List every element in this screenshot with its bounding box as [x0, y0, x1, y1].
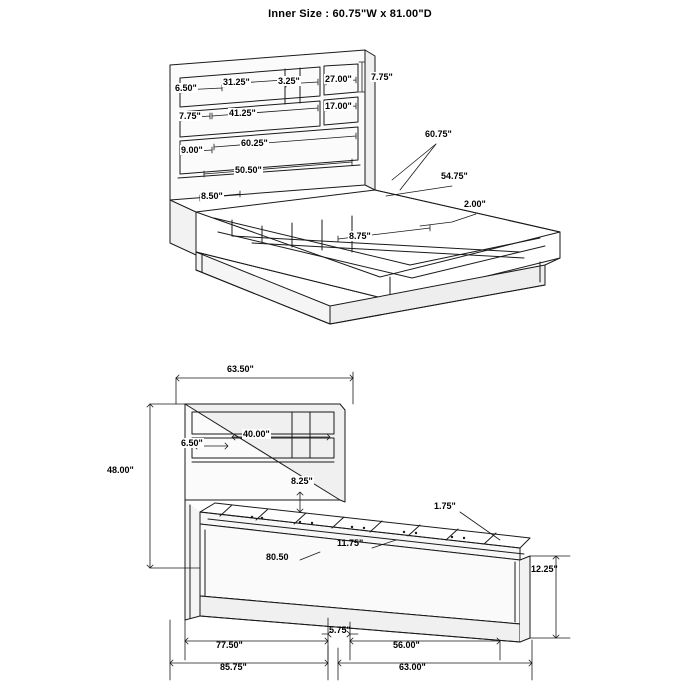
dim-label: 12.25": [531, 564, 558, 574]
dim-label: 6.50": [181, 438, 203, 448]
dim-label: 6.50": [175, 83, 197, 93]
dim-label: 60.75": [425, 129, 452, 139]
dim-label: 63.50": [227, 364, 254, 374]
elevation-bed-body: [185, 404, 530, 642]
dim-label: 8.75": [349, 231, 371, 241]
dim-label: 8.50": [201, 191, 223, 201]
dim-label: 48.00": [107, 465, 134, 475]
dim-label: 3.25": [278, 76, 300, 86]
dim-label: 56.00": [393, 640, 420, 650]
perspective-bed-body: [170, 50, 560, 324]
dim-label: 7.75": [371, 72, 393, 82]
dim-label: 40.00": [243, 429, 270, 439]
dim-label: 17.00": [325, 101, 352, 111]
dim-label: 27.00": [325, 74, 352, 84]
dim-label: 54.75": [441, 171, 468, 181]
dim-label: 41.25": [229, 108, 256, 118]
dim-label: 2.00": [464, 199, 486, 209]
dim-label: 7.75": [179, 111, 201, 121]
dim-label: 50.50": [235, 165, 262, 175]
dim-label: 31.25": [223, 77, 250, 87]
dim-label: 85.75": [220, 662, 247, 672]
dim-label: 1.75": [434, 501, 456, 511]
dim-label: 11.75": [337, 538, 364, 548]
page-title: Inner Size : 60.75"W x 81.00"D: [268, 8, 432, 20]
dim-label: 5.75": [329, 625, 351, 635]
dim-label: 9.00": [181, 145, 203, 155]
dim-label: 8.25": [291, 476, 313, 486]
dim-label: 80.50: [266, 552, 289, 562]
dim-label: 77.50": [216, 640, 243, 650]
dim-label: 60.25": [241, 138, 268, 148]
dim-label: 63.00": [399, 662, 426, 672]
